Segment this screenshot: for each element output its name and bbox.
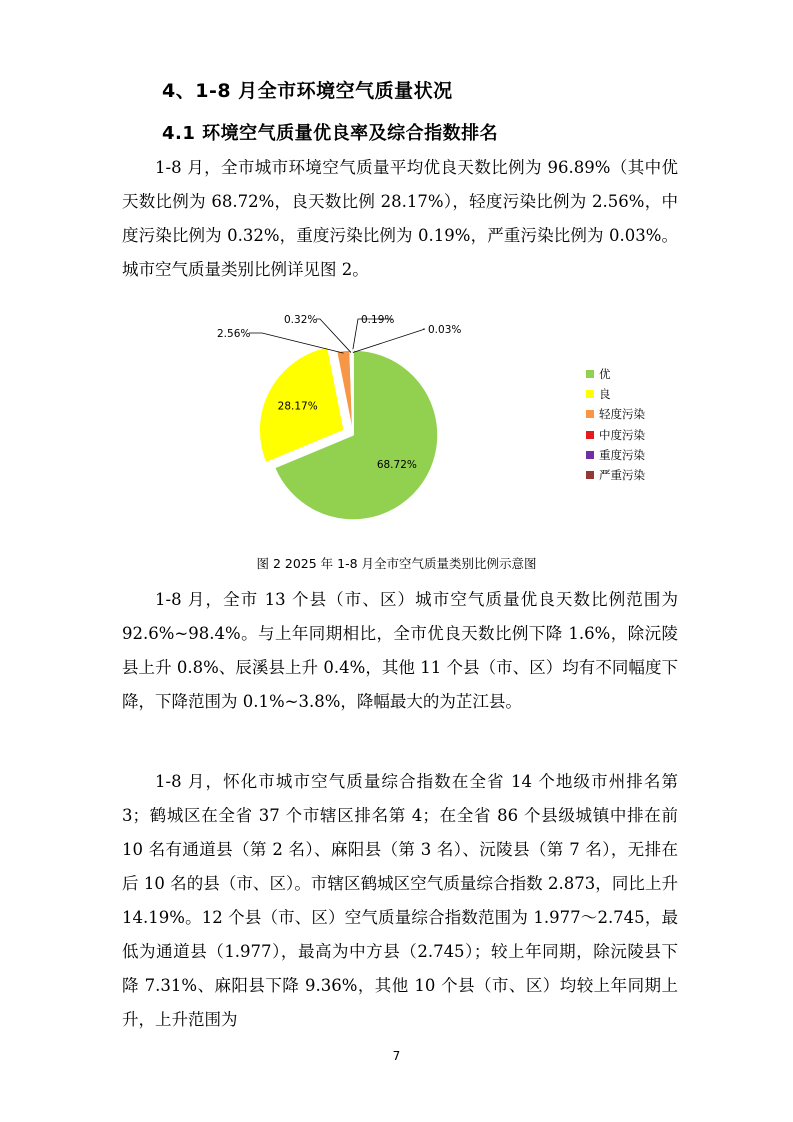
section-heading: 4、1-8 月全市环境空气质量状况 <box>162 80 453 102</box>
pie-label-5: 0.03% <box>428 324 462 336</box>
legend-swatch-3 <box>586 431 594 439</box>
legend-item-5 <box>586 465 645 485</box>
leader-line-2 <box>249 333 344 353</box>
page-number: 7 <box>392 1049 401 1063</box>
legend-label-0: 优 <box>599 367 611 382</box>
legend-label-4: 重度污染 <box>599 447 645 462</box>
pie-label-1: 28.17% <box>277 400 318 413</box>
legend-swatch-1 <box>586 390 594 398</box>
legend-item-2 <box>586 404 645 424</box>
legend-swatch-2 <box>586 410 594 418</box>
legend-swatch-0 <box>586 370 594 378</box>
legend-item-1 <box>586 384 645 404</box>
paragraph-2: 1-8 月，全市 13 个县（市、区）城市空气质量优良天数比例范围为 92.6%~98.4%。与上年同期相比，全市优良天数比例下降 1.6%，除沅陵县上升 0.8%、辰溪县上升 0.4%，其他 11 个县（市、区）均有不同幅度下降，下降范围为 0.1%~3.8%，降幅最大的为芷江县。 <box>122 590 678 711</box>
leader-line-5 <box>353 329 425 353</box>
legend-swatch-4 <box>586 451 594 459</box>
pie-label-3: 0.32% <box>284 314 318 326</box>
legend-item-3 <box>586 425 645 445</box>
pie-label-0: 68.72% <box>376 459 417 472</box>
legend-item-0 <box>586 364 645 384</box>
legend-swatch-5 <box>586 471 594 479</box>
legend-item-4 <box>586 445 645 465</box>
legend-label-3: 中度污染 <box>599 427 645 442</box>
figure-caption: 图 2 2025 年 1-8 月全市空气质量类别比例示意图 <box>256 556 537 571</box>
subsection-heading: 4.1 环境空气质量优良率及综合指数排名 <box>162 123 499 144</box>
pie-label-4: 0.19% <box>361 314 395 326</box>
pie-label-2: 2.56% <box>217 328 251 340</box>
paragraph-3: 1-8 月，怀化市城市空气质量综合指数在全省 14 个地级市州排名第 3；鹤城区在全省 37 个市辖区排名第 4；在全省 86 个县级城镇中排在前 10 名有通道县（第 2 名）、麻阳县（第 3 名）、沅陵县（第 7 名），无排在后 10 名的县（市、区）。市辖区鹤城区空气质量综合指数 2.873，同比上升 14.19%。12 个县（市、区）空气质量综合指数范围为 1.977～2.745，最低为通道县（1.977），最高为中方县（2.745）；较上年同期，除沅陵县下降 7.31%、麻阳县下降 9.36%，其他 10 个县（市、区）均较上年同期上升，上升范围为 <box>122 772 678 1029</box>
legend-label-5: 严重污染 <box>599 468 645 483</box>
paragraph-1: 1-8 月，全市城市环境空气质量平均优良天数比例为 96.89%（其中优天数比例为 68.72%，良天数比例 28.17%），轻度污染比例为 2.56%，中度污染比例为 0.32%，重度污染比例为 0.19%，严重污染比例为 0.03%。城市空气质量类别比例详见图 2。 <box>122 158 678 279</box>
chart-legend <box>586 364 645 485</box>
legend-label-2: 轻度污染 <box>599 407 645 422</box>
legend-label-1: 良 <box>599 387 611 402</box>
